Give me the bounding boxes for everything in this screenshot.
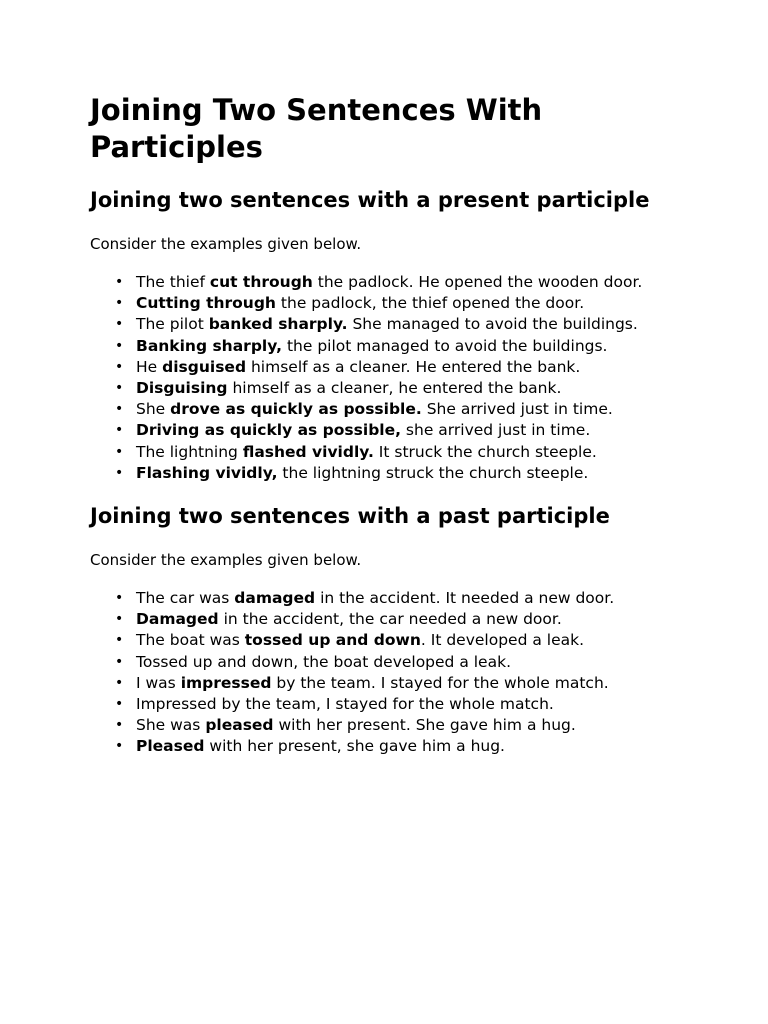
example-item [136,715,700,736]
example-text: the lightning struck the church steeple. [277,463,589,482]
example-text: It struck the church steeple. [373,442,597,461]
example-text: The thief [136,273,210,291]
example-text: in the accident, the car needed a new door. [218,610,562,629]
example-participle-phrase: Flashing vividly, [136,463,278,482]
example-list-present-participle [90,272,700,484]
example-item [136,420,700,441]
example-text: The pilot [136,315,209,334]
example-participle-phrase: disguised [162,357,247,376]
example-participle-phrase: banked sharply. [208,315,348,334]
example-item [136,399,700,420]
example-item [136,293,700,314]
example-participle-phrase: Pleased [136,737,205,756]
example-text: I was [136,673,181,692]
example-text: the padlock. He opened the wooden door. [312,273,643,291]
example-text: She was [136,716,206,735]
example-text: Tossed up and down, the boat developed a leak. [136,652,511,671]
example-participle-phrase: impressed [180,673,272,692]
example-text: she arrived just in time. [401,421,591,440]
example-text: with her present, she gave him a hug. [204,737,505,756]
example-item [136,694,700,715]
example-item [136,630,700,651]
example-participle-phrase: flashed vividly. [242,442,374,461]
example-participle-phrase: cut through [209,273,313,291]
section-intro-past-participle: Consider the examples given below. [90,551,362,570]
section-intro-present-participle: Consider the examples given below. [90,235,362,253]
example-participle-phrase: Cutting through [136,294,276,313]
example-item [136,588,700,609]
example-participle-phrase: tossed up and down [244,631,421,650]
example-item [136,378,700,399]
example-participle-phrase: damaged [234,589,316,608]
example-text: He [136,357,163,376]
example-text: with her present. She gave him a hug. [273,716,576,735]
example-item [136,272,700,293]
example-text: The boat was [136,631,245,650]
example-item [136,463,700,484]
example-item [136,652,700,673]
document-page [90,92,700,758]
example-participle-phrase: Driving as quickly as possible, [136,421,401,440]
section-heading-present-participle: Joining two sentences with a present participle [90,188,650,212]
example-text: in the accident. It needed a new door. [315,589,615,608]
example-text: The lightning [136,442,243,461]
example-item [136,736,700,757]
example-text: The car was [136,589,235,608]
example-text: by the team. I stayed for the whole match. [271,673,609,692]
example-text: the padlock, the thief opened the door. [275,294,585,313]
example-text: She [136,400,171,419]
example-list-past-participle [90,588,700,758]
example-text: the pilot managed to avoid the buildings. [282,336,608,355]
example-item [136,314,700,335]
example-text: himself as a cleaner, he entered the bank. [227,379,562,398]
example-text: Impressed by the team, I stayed for the whole match. [136,695,554,714]
example-participle-phrase: drove as quickly as possible. [170,400,422,419]
example-text: She arrived just in time. [421,400,613,419]
example-item [136,673,700,694]
example-text: himself as a cleaner. He entered the bank. [246,357,581,376]
example-participle-phrase: Damaged [136,610,219,629]
example-item [136,336,700,357]
example-item [136,357,700,378]
example-text: . It developed a leak. [420,631,585,650]
example-participle-phrase: pleased [205,716,274,735]
example-participle-phrase: Disguising [136,379,228,398]
example-participle-phrase: Banking sharply, [136,336,283,355]
section-heading-past-participle: Joining two sentences with a past participle [90,504,610,529]
example-text: She managed to avoid the buildings. [347,315,638,334]
example-item [136,442,700,463]
page-title: Joining Two Sentences With Participles [90,93,543,164]
example-item [136,609,700,630]
